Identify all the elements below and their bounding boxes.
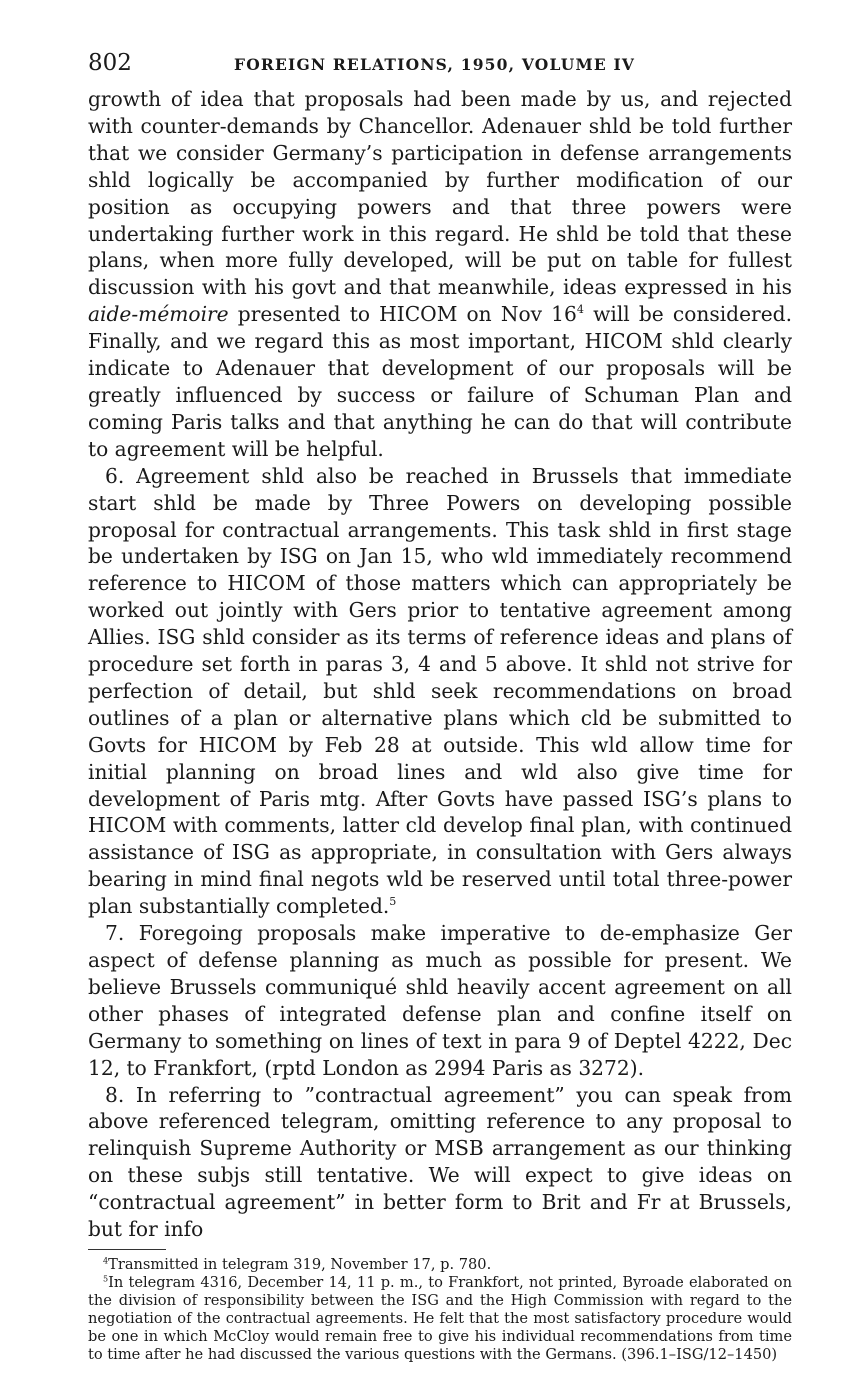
italic-term: aide-mémoire (88, 302, 229, 327)
footnote-4: $^4$Transmitted in telegram 319, November 17, p. 780. (103, 1255, 492, 1273)
paragraph-6: 6. Agreement shld also be reached in Brussels that immediate start shld be made by Three Powers on developing possible proposal for contractual arrangements. This task shld in first stage be undertaken by ISG on Jan 15, who wld immediately recommend reference to HICOM of those matters which can appropriately be worked out jointly with Gers prior to tentative agreement among Allies. ISG shld consider as its terms of reference ideas and plans of procedure set forth in paras 3, 4 and 5 above. It shld not strive for perfection of detail, but shld seek recommendations on broad outlines of a plan or alternative plans which cld be submitted to Govts for HICOM by Feb 28 at outside. This wld allow time for initial planning on broad lines and wld also give time for development of Paris mtg. After Govts have passed ISG’s plans to HICOM with comments, latter cld develop final plan, with continued assistance of ISG as appropriate, in consultation with Gers always bearing in mind final negots wld be reserved until total three-power plan substantially completed.$^5$ (88, 463, 792, 919)
footnotes (88, 1256, 792, 1365)
page-number: 802 (88, 50, 132, 76)
footnote-5: $^5$In telegram 4316, December 14, 11 p. m., to Frankfort, not printed, Byroade elaborated on the division of responsibility between the ISG and the High Commission with regard to the negotiation of the contractual agreements. He felt that the most satisfactory procedure would be one in which McCloy would remain free to give his individual recommendations from time to time after he had discussed the various questions with the Germans. (396.1–ISG/12–1450) (88, 1274, 792, 1364)
body-text (88, 86, 792, 1243)
footnote-ref-5[interactable]: 5 (389, 895, 397, 909)
document-page (88, 50, 792, 1365)
running-head: FOREIGN RELATIONS, 1950, VOLUME IV (234, 55, 636, 74)
paragraph-7: 7. Foregoing proposals make imperative to de-emphasize Ger aspect of defense planning as much as possible for present. We believe Brussels communiqué shld heavily accent agreement on all other phases of integrated defense plan and confine itself on Germany to something on lines of text in para 9 of Deptel 4222, Dec 12, to Frankfort, (rptd London as 2994 Paris as 3272). (88, 921, 792, 1080)
footnote-divider (88, 1249, 166, 1250)
footnote-ref-4[interactable]: 4 (576, 303, 584, 317)
paragraph-continuation: growth of idea that proposals had been made by us, and rejected with counter-demands by Chancellor. Adenauer shld be told further that we consider Germany’s participation in defense arrangements shld logically be accompanied by further modification of our position as occupying powers and that three powers were undertaking further work in this regard. He shld be told that these plans, when more fully developed, will be put on table for fullest discussion with his govt and that meanwhile, ideas expressed in his aide-mémoire presented to HICOM on Nov $16^4$ will be considered. Finally, and we regard this as most important, HICOM shld clearly indicate to Adenauer that development of our proposals will be greatly influenced by success or failure of Schuman Plan and coming Paris talks and that anything he can do that will contribute to agreement will be helpful. (88, 87, 792, 461)
paragraph-8: 8. In referring to ”contractual agreement” you can speak from above referenced telegram, omitting reference to any proposal to relinquish Supreme Authority or MSB arrangement as our thinking on these subjs still tentative. We will expect to give ideas on “contractual agreement” in better form to Brit and Fr at Brussels, but for info (88, 1082, 792, 1242)
page-header (88, 50, 792, 82)
